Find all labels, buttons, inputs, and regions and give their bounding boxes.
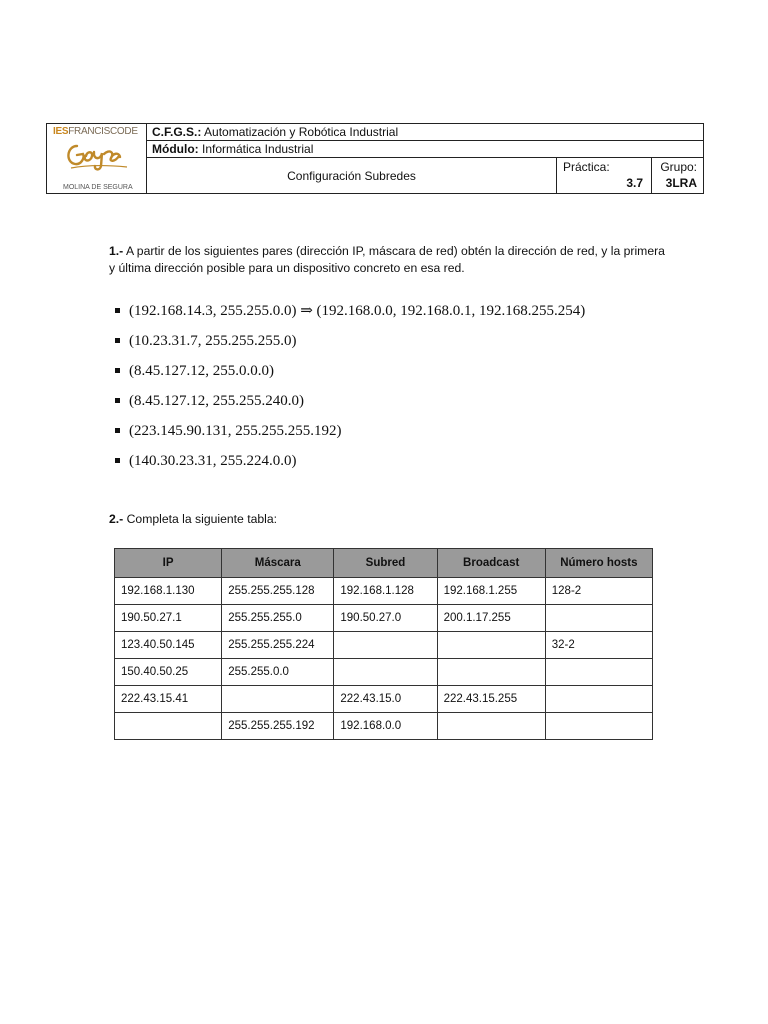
course-value: Automatización y Robótica Industrial xyxy=(201,125,399,139)
bullet-icon xyxy=(115,398,120,403)
practice-label: Práctica: xyxy=(563,160,610,174)
table-cell: 192.168.0.0 xyxy=(334,713,437,740)
list-item: (223.145.90.131, 255.255.255.192) xyxy=(115,417,675,447)
table-cell xyxy=(334,632,437,659)
ip-mask-pairs-list xyxy=(115,297,675,477)
table-row xyxy=(115,605,653,632)
document-header xyxy=(46,123,704,194)
table-cell: 255.255.255.224 xyxy=(222,632,334,659)
table-cell: 192.168.1.255 xyxy=(437,578,545,605)
table-cell: 190.50.27.1 xyxy=(115,605,222,632)
table-row xyxy=(115,713,653,740)
practice-number: 3.7 xyxy=(626,176,643,190)
table-cell: 150.40.50.25 xyxy=(115,659,222,686)
table-header-row xyxy=(115,549,653,578)
bullet-icon xyxy=(115,368,120,373)
bullet-icon xyxy=(115,338,120,343)
table-cell: 192.168.1.128 xyxy=(334,578,437,605)
logo-town: MOLINA DE SEGURA xyxy=(63,184,133,191)
list-item: (8.45.127.12, 255.255.240.0) xyxy=(115,387,675,417)
table-cell xyxy=(334,659,437,686)
table-cell: 222.43.15.41 xyxy=(115,686,222,713)
table-cell: 255.255.255.128 xyxy=(222,578,334,605)
logo-school-name: IESFRANCISCODE xyxy=(53,126,138,137)
table-cell: 128-2 xyxy=(545,578,652,605)
table-cell xyxy=(545,713,652,740)
column-header-hosts: Número hosts xyxy=(545,549,652,578)
group-cell xyxy=(652,158,703,193)
bullet-icon xyxy=(115,458,120,463)
table-row xyxy=(115,686,653,713)
bullet-icon xyxy=(115,428,120,433)
list-item: (10.23.31.7, 255.255.255.0) xyxy=(115,327,675,357)
table-cell: 255.255.255.0 xyxy=(222,605,334,632)
question-2 xyxy=(109,511,277,528)
question-1 xyxy=(109,243,669,277)
group-label: Grupo: xyxy=(660,160,697,174)
question-1-text: A partir de los siguientes pares (dirección IP, máscara de red) obtén la dirección de red, y la primera y última dirección posible para un dispositivo concreto en esa red. xyxy=(109,244,665,275)
school-logo xyxy=(47,124,147,193)
table-cell xyxy=(437,713,545,740)
table-cell: 190.50.27.0 xyxy=(334,605,437,632)
course-label: C.F.G.S.: xyxy=(152,125,202,139)
table-cell: 192.168.1.130 xyxy=(115,578,222,605)
bullet-icon xyxy=(115,308,120,313)
table-cell: 200.1.17.255 xyxy=(437,605,545,632)
table-row xyxy=(115,659,653,686)
table-cell: 222.43.15.0 xyxy=(334,686,437,713)
question-2-text: Completa la siguiente tabla: xyxy=(123,512,278,526)
column-header-broadcast: Broadcast xyxy=(437,549,545,578)
module-value: Informática Industrial xyxy=(198,142,314,156)
course-row xyxy=(147,124,703,141)
group-value: 3LRA xyxy=(665,176,697,190)
subnet-table xyxy=(114,548,653,740)
table-cell: 255.255.255.192 xyxy=(222,713,334,740)
module-row xyxy=(147,141,703,158)
column-header-ip: IP xyxy=(115,549,222,578)
question-2-number: 2.- xyxy=(109,512,124,526)
table-cell: 222.43.15.255 xyxy=(437,686,545,713)
table-cell xyxy=(222,686,334,713)
table-cell xyxy=(115,713,222,740)
question-1-number: 1.- xyxy=(109,244,124,258)
table-cell: 123.40.50.145 xyxy=(115,632,222,659)
column-header-mask: Máscara xyxy=(222,549,334,578)
title-row xyxy=(147,158,703,193)
table-cell xyxy=(437,632,545,659)
list-item: (192.168.14.3, 255.255.0.0) ⇒ (192.168.0.0, 192.168.0.1, 192.168.255.254) xyxy=(115,297,675,327)
table-row xyxy=(115,632,653,659)
list-item: (140.30.23.31, 255.224.0.0) xyxy=(115,447,675,477)
practice-cell xyxy=(557,158,652,193)
table-row xyxy=(115,578,653,605)
practice-title: Configuración Subredes xyxy=(147,158,557,193)
module-label: Módulo: xyxy=(152,142,199,156)
goya-signature-icon xyxy=(63,138,133,172)
list-item: (8.45.127.12, 255.0.0.0) xyxy=(115,357,675,387)
table-cell xyxy=(545,605,652,632)
table-cell: 255.255.0.0 xyxy=(222,659,334,686)
table-cell xyxy=(545,686,652,713)
column-header-subnet: Subred xyxy=(334,549,437,578)
table-cell: 32-2 xyxy=(545,632,652,659)
table-cell xyxy=(437,659,545,686)
table-cell xyxy=(545,659,652,686)
